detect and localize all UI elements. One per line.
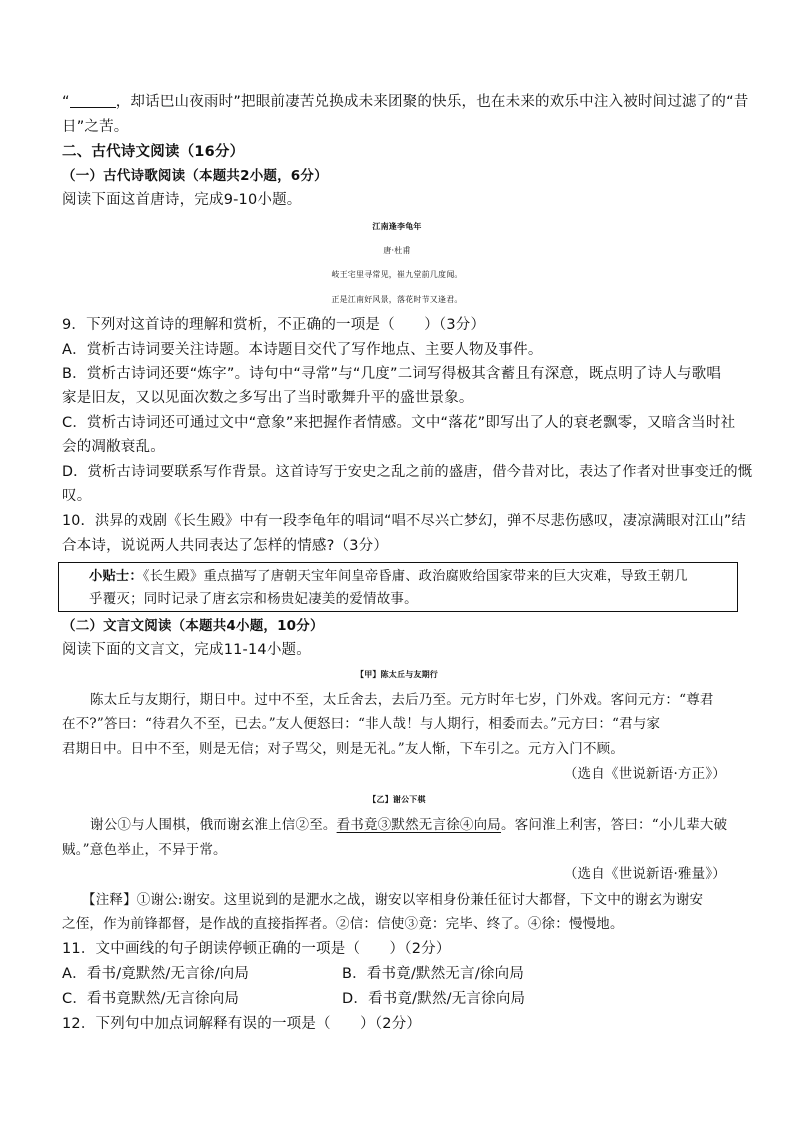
q11-option-b[interactable]: B．看书竟/默然无言/徐向局	[342, 966, 525, 982]
part1-intro: 阅读下面这首唐诗，完成9-10小题。	[62, 192, 302, 208]
passage-jia-title: 【甲】陈太丘与友期行	[356, 670, 438, 679]
tip-text-1: 《长生殿》重点描写了唐朝天宝年间皇帝昏庸、政治腐败给国家带来的巨大灾难，导致王朝几	[142, 569, 688, 584]
passage-jia-source: （选自《世说新语·方正》）	[563, 766, 726, 782]
passage-yi-line-2: 贼。”意色举止，不异于常。	[62, 842, 227, 858]
q12-stem: 12．下列句中加点词解释有误的一项是（ ）（2分）	[62, 1016, 422, 1032]
tip-label: 小贴士：	[89, 569, 143, 584]
q9-option-c-line-1[interactable]: C．赏析古诗词还可通过文中“意象”来把握作者情感。文中“落花”即写出了人的衰老飘零，又暗含当时社	[62, 415, 736, 431]
poem-title: 江南逢李龟年	[372, 221, 422, 231]
q9-option-b-line-1[interactable]: B．赏析古诗词还要“炼字”。诗句中“寻常”与“几度”二词写得极其含蓄且有深意，既点明了诗人与歌唱	[62, 366, 722, 382]
intro-quote-open: “	[62, 94, 70, 110]
q9-option-c-line-2: 会的凋敝衰乱。	[62, 439, 165, 455]
section-heading: 二、古代诗文阅读（16分）	[62, 144, 245, 160]
intro-text: ，却话巴山夜雨时”把眼前凄苦兑换成未来团聚的快乐，也在未来的欢乐中注入被时间过滤了的“昔	[115, 94, 749, 110]
passage-jia-line-1: 陈太丘与友期行，期日中。过中不至，太丘舍去，去后乃至。元方时年七岁，门外戏。客问元方：“尊君	[90, 692, 714, 708]
q9-stem: 9．下列对这首诗的理解和赏析，不正确的一项是（ ）（3分）	[62, 317, 486, 333]
tip-line-1	[89, 567, 688, 587]
q9-option-d-line-1[interactable]: D．赏析古诗词要联系写作背景。这首诗写于安史之乱之前的盛唐，借今昔对比，表达了作者对世事变迁的慨	[62, 464, 753, 480]
q11-option-a[interactable]: A．看书/竟默然/无言徐/向局	[62, 966, 250, 982]
part2-heading: （二）文言文阅读（本题共4小题，10分）	[62, 618, 324, 634]
notes-line-2: 之侄，作为前锋都督，是作战的直接指挥者。②信：信使③竟：完毕、终了。④徐：慢慢地。	[62, 916, 624, 932]
q11-stem: 11．文中画线的句子朗读停顿正确的一项是（ ）（2分）	[62, 941, 451, 957]
passage-jia-line-3: 君期日中。日中不至，则是无信；对子骂父，则是无礼。”友人惭，下车引之。元方入门不顾。	[62, 741, 625, 757]
passage-yi-line-1	[90, 815, 727, 835]
passage-yi-text-a: 谢公①与人围棋，俄而谢玄淮上信②至。	[90, 817, 337, 833]
tip-box	[58, 562, 738, 612]
underlined-sentence: 看书竟③默然无言徐④向局	[336, 817, 502, 833]
q11-option-d[interactable]: D．看书竟/默然/无言徐向局	[342, 991, 526, 1007]
q9-option-b-line-2: 家是旧友，又以见面次数之多写出了当时歌舞升平的盛世景象。	[62, 390, 474, 406]
fill-in-blank[interactable]	[70, 93, 116, 108]
part2-intro: 阅读下面的文言文，完成11-14小题。	[62, 642, 311, 658]
passage-yi-title: 【乙】谢公下棋	[368, 795, 426, 804]
notes-line-1: 【注释】①谢公:谢安。这里说到的是淝水之战，谢安以宰相身份兼任征讨大都督，下文中的谢玄为谢安	[82, 892, 704, 908]
part1-heading: （一）古代诗歌阅读（本题共2小题，6分）	[62, 168, 328, 184]
poem-author: 唐·杜甫	[383, 246, 411, 255]
passage-jia-line-2: 在不?”答曰：“待君久不至，已去。”友人便怒曰：“非人哉！与人期行，相委而去。”元方曰：“君与家	[62, 716, 661, 732]
intro-line-1	[62, 92, 749, 112]
passage-yi-text-b: 。客问淮上利害，答曰：“小儿辈大破	[501, 817, 728, 833]
q10-stem-line-2: 合本诗，说说两人共同表达了怎样的情感?（3分）	[62, 538, 389, 554]
q10-stem-line-1: 10．洪昇的戏剧《长生殿》中有一段李龟年的唱词“唱不尽兴亡梦幻，弹不尽悲伤感叹，凄凉满眼对江山”结	[62, 513, 746, 529]
q11-option-c[interactable]: C．看书竟默然/无言徐向局	[62, 991, 240, 1007]
intro-line-2: 日”之苦。	[62, 119, 129, 135]
tip-line-2: 乎覆灭；同时记录了唐玄宗和杨贵妃凄美的爱情故事。	[89, 591, 418, 607]
passage-yi-source: （选自《世说新语·雅量》）	[563, 866, 726, 882]
poem-line-2: 正是江南好风景，落花时节又逢君。	[331, 295, 463, 304]
poem-line-1: 岐王宅里寻常见，崔九堂前几度闻。	[331, 270, 463, 279]
q9-option-a[interactable]: A．赏析古诗词要关注诗题。本诗题目交代了写作地点、主要人物及事件。	[62, 342, 543, 358]
q9-option-d-line-2: 叹。	[62, 488, 92, 504]
